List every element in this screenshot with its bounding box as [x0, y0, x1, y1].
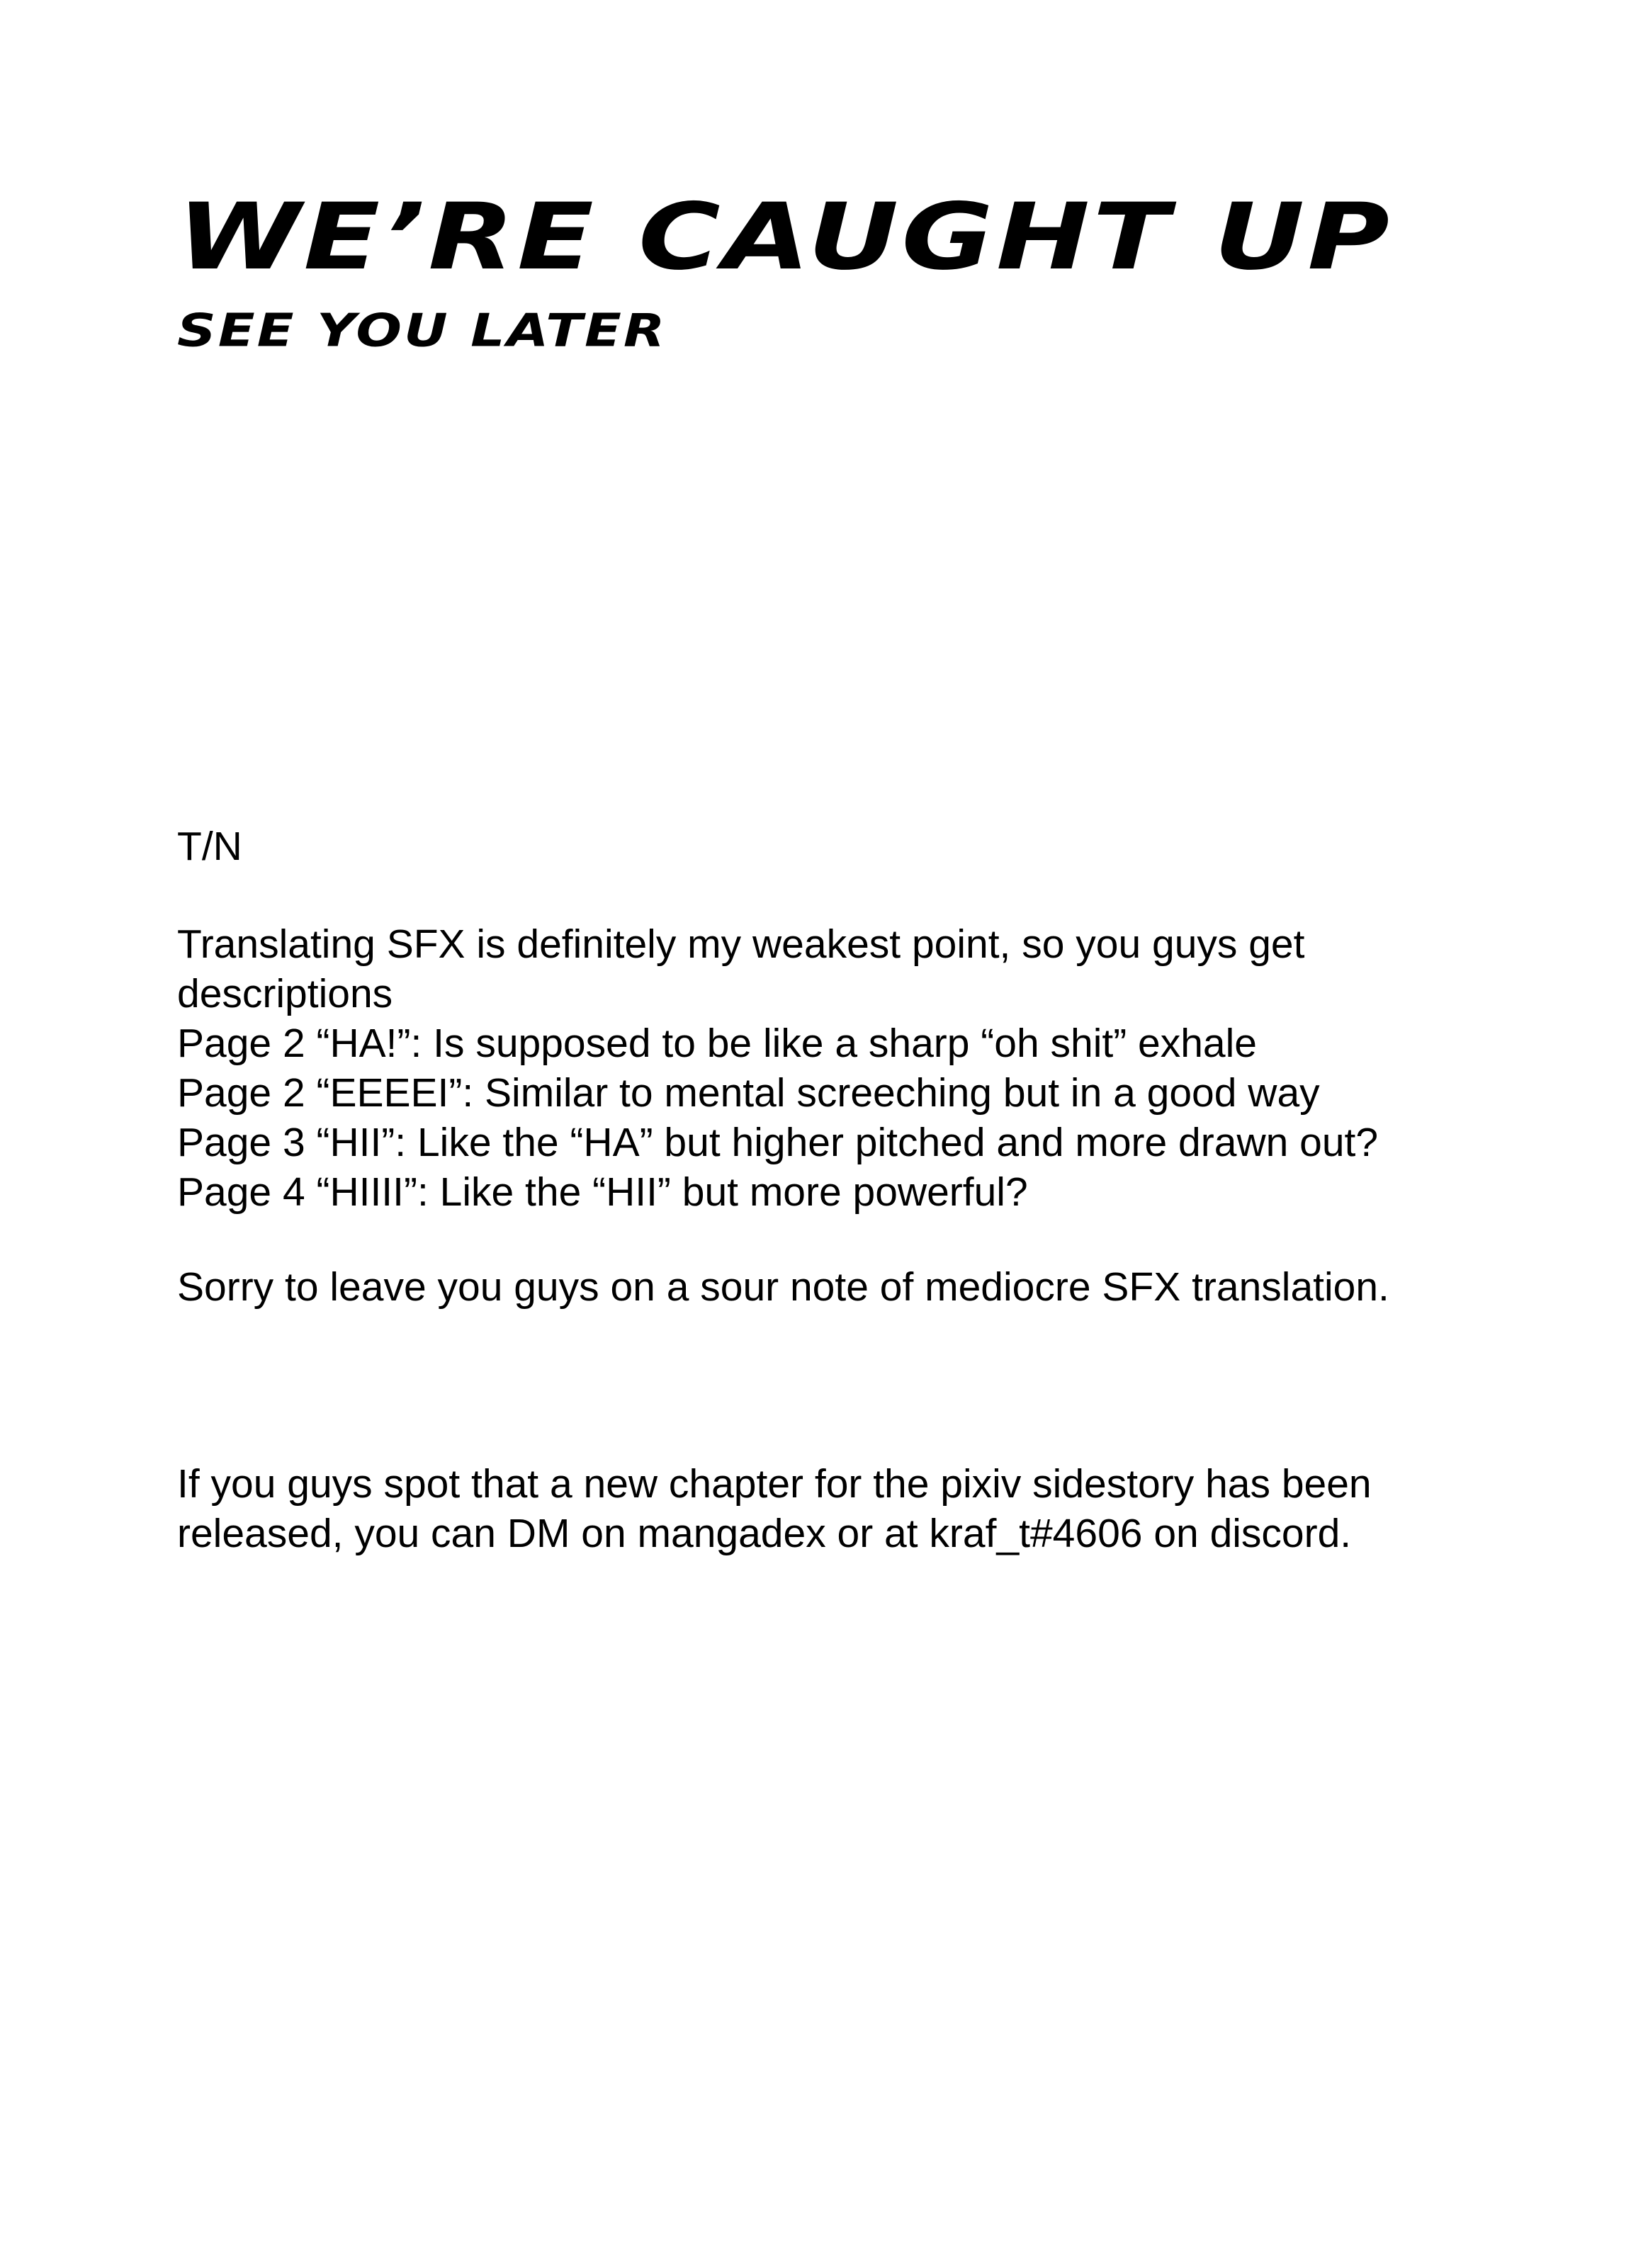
intro-line-2: descriptions — [177, 971, 393, 1016]
page-title: WE’RE CAUGHT UP — [177, 183, 1393, 291]
sfx-note: Page 2 “HA!”: Is supposed to be like a sharp “oh shit” exhale — [177, 1021, 1257, 1066]
page-subtitle: SEE YOU LATER — [177, 303, 667, 357]
sfx-note: Page 2 “EEEEI”: Similar to mental screeching but in a good way — [177, 1070, 1320, 1116]
sfx-note: Page 4 “HIIII”: Like the “HII” but more powerful? — [177, 1169, 1028, 1215]
contact-line-1: If you guys spot that a new chapter for the pixiv sidestory has been — [177, 1461, 1372, 1507]
contact-note — [177, 1459, 1488, 1558]
sfx-note: Page 3 “HII”: Like the “HA” but higher pitched and more drawn out? — [177, 1120, 1379, 1165]
tn-label: T/N — [177, 824, 242, 869]
heading-block — [177, 183, 1523, 357]
intro-line-1: Translating SFX is definitely my weakest point, so you guys get — [177, 922, 1305, 967]
contact-line-2: released, you can DM on mangadex or at kraf_t#4606 on discord. — [177, 1511, 1352, 1556]
translation-notes — [177, 919, 1488, 1217]
apology-line: Sorry to leave you guys on a sour note of mediocre SFX translation. — [177, 1264, 1389, 1310]
